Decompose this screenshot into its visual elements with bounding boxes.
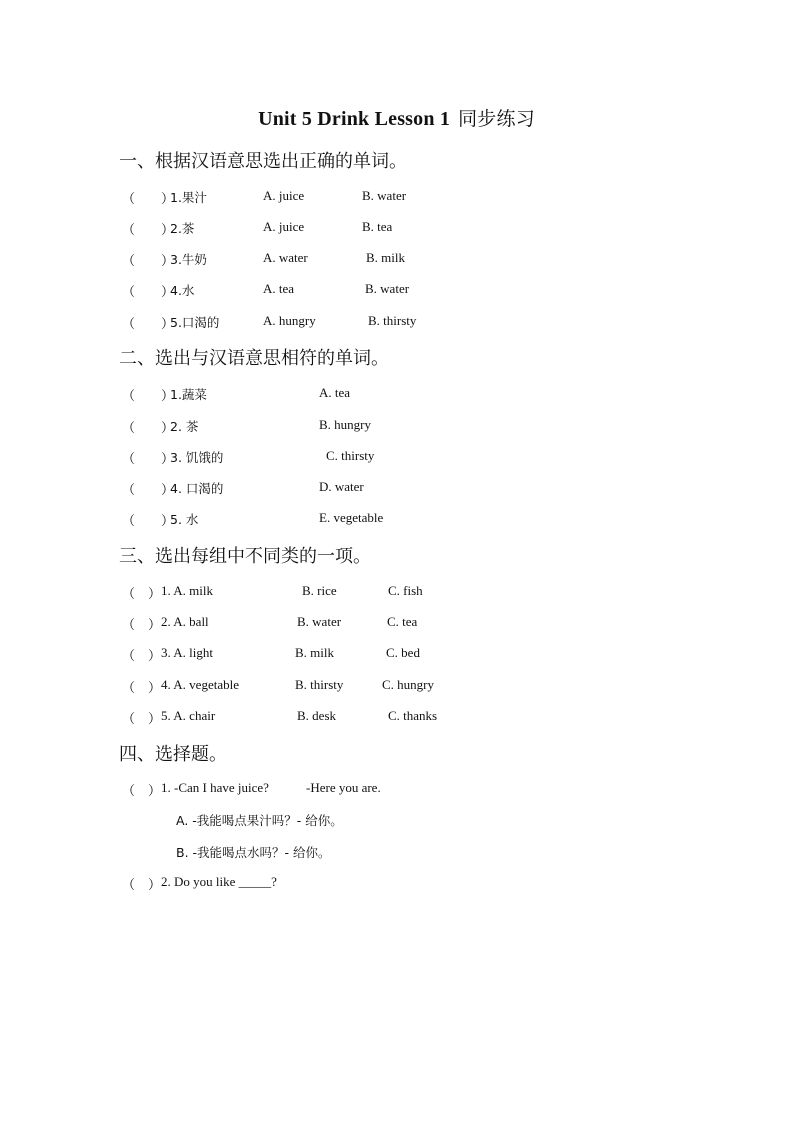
question-text: 3. 饥饿的 (170, 450, 224, 465)
option-b: B. tea (362, 219, 393, 234)
section-2-heading: 二、选出与汉语意思相符的单词。 (119, 348, 389, 369)
answer-blank: （ ） (122, 253, 175, 268)
option-a: A. water (263, 250, 308, 265)
answer-blank: （ ） (122, 648, 162, 663)
option-b: B. milk (366, 250, 406, 265)
option-a: A. juice (263, 188, 305, 203)
answer-blank: （ ） (122, 316, 175, 331)
option-c: C. thanks (388, 708, 438, 723)
question-text: 1.蔬菜 (170, 387, 207, 402)
answer-blank: （ ） (122, 877, 162, 892)
question-response: -Here you are. (306, 780, 381, 795)
option-a: 1. A. milk (161, 583, 214, 598)
answer-blank: （ ） (122, 388, 175, 403)
option: E. vegetable (319, 510, 384, 525)
answer-blank: （ ） (122, 586, 162, 601)
option-c: C. fish (388, 583, 423, 598)
title-english: Unit 5 Drink Lesson 1 (258, 108, 451, 130)
section-4-heading: 四、选择题。 (119, 744, 227, 765)
section-1-heading: 一、根据汉语意思选出正确的单词。 (119, 151, 407, 172)
question-text: 2. Do you like _____? (161, 874, 277, 889)
question-text: 5.口渴的 (170, 315, 220, 330)
answer-blank: （ ） (122, 513, 175, 528)
option-c: C. bed (386, 645, 420, 660)
answer-blank: （ ） (122, 680, 162, 695)
question-text: 3.牛奶 (170, 252, 207, 267)
title-chinese: 同步练习 (458, 108, 535, 130)
question-text: 4. 口渴的 (170, 481, 224, 496)
option-b: B. thirsty (295, 677, 344, 692)
option-b: B. thirsty (368, 313, 417, 328)
option-a: 2. A. ball (161, 614, 209, 629)
option-b: B. water (297, 614, 342, 629)
answer-blank: （ ） (122, 617, 162, 632)
option-a: 4. A. vegetable (161, 677, 239, 692)
option: B. hungry (319, 417, 371, 432)
option-b: B. water (362, 188, 407, 203)
question-text: 1.果汁 (170, 190, 207, 205)
option: D. water (319, 479, 364, 494)
answer-blank: （ ） (122, 222, 175, 237)
option-a: A. juice (263, 219, 305, 234)
option-b: B. milk (295, 645, 335, 660)
question-text: 2.茶 (170, 221, 195, 236)
option-a: A. hungry (263, 313, 316, 328)
option-c: C. hungry (382, 677, 434, 692)
option-b: B. desk (297, 708, 336, 723)
option-c: C. tea (387, 614, 418, 629)
question-text: 2. 茶 (170, 419, 199, 434)
option-a: A. tea (263, 281, 295, 296)
question-text: 5. 水 (170, 512, 199, 527)
option-b: B. -我能喝点水吗？- 给你。 (176, 845, 331, 860)
option-b: B. rice (302, 583, 337, 598)
option-a: 3. A. light (161, 645, 214, 660)
answer-blank: （ ） (122, 451, 175, 466)
option-b: B. water (365, 281, 410, 296)
option-a: 5. A. chair (161, 708, 216, 723)
question-text: 1. -Can I have juice? (161, 780, 269, 795)
section-3-heading: 三、选出每组中不同类的一项。 (119, 546, 371, 567)
option-a: A. -我能喝点果汁吗？- 给你。 (176, 813, 343, 828)
answer-blank: （ ） (122, 284, 175, 299)
answer-blank: （ ） (122, 191, 175, 206)
option: A. tea (319, 385, 351, 400)
answer-blank: （ ） (122, 711, 162, 726)
worksheet-title (0, 104, 793, 131)
answer-blank: （ ） (122, 783, 162, 798)
question-text: 4.水 (170, 283, 195, 298)
option: C. thirsty (326, 448, 375, 463)
answer-blank: （ ） (122, 420, 175, 435)
answer-blank: （ ） (122, 482, 175, 497)
